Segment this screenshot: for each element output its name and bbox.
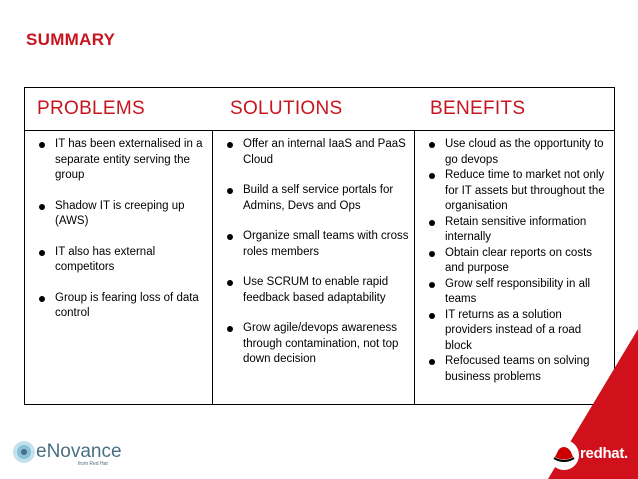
list-item: Shadow IT is creeping up (AWS) [35,199,205,230]
list-item: Retain sensitive information internally [425,215,611,246]
column-divider [414,130,415,404]
list-item: Use SCRUM to enable rapid feedback based adaptability [223,275,409,306]
solutions-list [223,137,409,383]
benefits-list [425,137,611,385]
header-benefits: BENEFITS [430,98,526,119]
list-item: Build a self service portals for Admins, Devs and Ops [223,183,409,214]
enovance-logo-text: eNovance [36,441,122,462]
list-item: Grow self responsibility in all teams [425,277,611,308]
list-item: Organize small teams with cross roles members [223,229,409,260]
column-divider [212,130,213,404]
summary-table [24,87,615,405]
header-solutions: SOLUTIONS [230,98,343,119]
redhat-logo-text: redhat. [580,445,628,462]
list-item: Refocused teams on solving business problems [425,354,611,385]
list-item: IT returns as a solution providers instead of a road block [425,308,611,355]
list-item: IT also has external competitors [35,245,205,276]
list-item: Obtain clear reports on costs and purpose [425,246,611,277]
list-item: Grow agile/devops awareness through contamination, not top down decision [223,321,409,368]
list-item: Offer an internal IaaS and PaaS Cloud [223,137,409,168]
header-problems: PROBLEMS [37,98,145,119]
list-item: Group is fearing loss of data control [35,291,205,322]
slide-title: SUMMARY [26,30,116,49]
redhat-logo-icon [548,439,580,471]
table-header-row [25,88,614,131]
enovance-logo-subtext: from Red Hat [78,461,108,467]
problems-list [35,137,205,337]
list-item: Use cloud as the opportunity to go devops [425,137,611,168]
list-item: IT has been externalised in a separate entity serving the group [35,137,205,184]
list-item: Reduce time to market not only for IT assets but throughout the organisation [425,168,611,215]
